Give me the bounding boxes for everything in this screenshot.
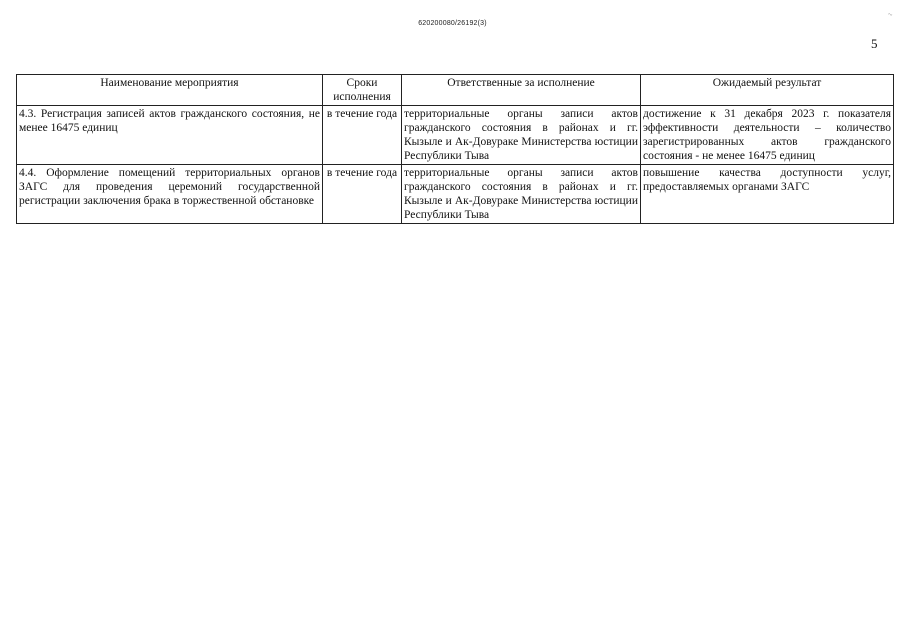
column-header-result: Ожидаемый результат: [641, 75, 894, 106]
cell-term: в течение года: [323, 106, 402, 165]
table-header-row: [17, 75, 894, 106]
cell-responsible: территориальные органы записи актов гражданского состояния в районах и гг. Кызыле и Ак-Довураке Министерства юстиции Республики Тыва: [402, 165, 641, 224]
cell-result: достижение к 31 декабря 2023 г. показателя эффективности деятельности – количество зарегистрированных актов гражданского состояния - не менее 16475 единиц: [641, 106, 894, 165]
page-number: 5: [871, 36, 878, 51]
column-header-name: Наименование мероприятия: [17, 75, 323, 106]
cell-result: повышение качества доступности услуг, предоставляемых органами ЗАГС: [641, 165, 894, 224]
cell-name: 4.4. Оформление помещений территориальных органов ЗАГС для проведения церемоний государственной регистрации заключения брака в торжественной обстановке: [17, 165, 323, 224]
corner-mark: ~: [886, 9, 894, 20]
events-table: [16, 74, 894, 224]
column-header-responsible: Ответственные за исполнение: [402, 75, 641, 106]
cell-name: 4.3. Регистрация записей актов гражданского состояния, не менее 16475 единиц: [17, 106, 323, 165]
cell-term: в течение года: [323, 165, 402, 224]
column-header-term: Сроки исполнения: [323, 75, 402, 106]
table-row: [17, 106, 894, 165]
cell-responsible: территориальные органы записи актов гражданского состояния в районах и гг. Кызыле и Ак-Довураке Министерства юстиции Республики Тыва: [402, 106, 641, 165]
document-code: 620200080/26192(3): [418, 20, 487, 27]
table-row: [17, 165, 894, 224]
